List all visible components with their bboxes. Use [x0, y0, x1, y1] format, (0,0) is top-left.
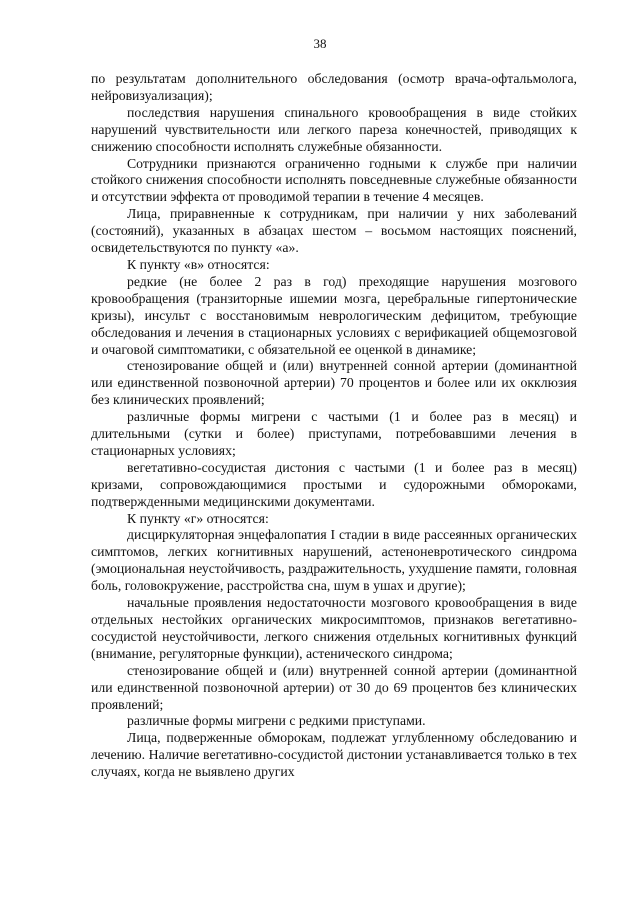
paragraph-5: К пункту «в» относятся: [127, 256, 270, 272]
page-number: 38 [313, 36, 327, 51]
paragraph-9: вегетативно-сосудистая дистония с частыми (1 и более раз в месяц) кризами, сопровождающимися простыми и судорожными обмороками, подтвержденными медицинскими документами. [91, 459, 577, 509]
paragraph-8: различные формы мигрени с частыми (1 и более раз в месяц) и длительными (сутки и более) приступами, потребовавшими лечения в стационарных условиях; [91, 409, 577, 458]
paragraph-6: редкие (не более 2 раз в год) преходящие нарушения мозгового кровообращения (транзиторные ишемии мозга, церебральные гипертонические кризы), инсульт с восстановимым неврологическим дефицитом, требующие обследования и лечения в стационарных условиях с верификацией общемозговой и очаговой симптоматики, с обязательной ее оценкой в динамике; [91, 273, 577, 357]
paragraph-4: Лица, приравненные к сотрудникам, при наличии у них заболеваний (состояний), указанных в абзацах шестом – восьмом настоящих пояснений, освидетельствуются по пункту «а». [91, 206, 577, 256]
paragraph-12: начальные проявления недостаточности мозгового кровообращения в виде отдельных нестойких органических микросимптомов, признаков вегетативно-сосудистой неустойчивости, легкого снижения отдельных когнитивных функций (внимание, регуляторные функции), астенического синдрома; [91, 595, 577, 661]
document-body [91, 71, 577, 781]
paragraph-11: дисциркуляторная энцефалопатия I стадии в виде рассеянных органических симптомов, легких когнитивных нарушений, астеноневротического синдрома (эмоциональная неустойчивость, раздражительность, ухудшение памяти, головная боль, головокружение, расстройства сна, шум в ушах и другие); [91, 527, 577, 594]
paragraph-1: по результатам дополнительного обследования (осмотр врача-офтальмолога, нейровизуализация); [91, 71, 577, 103]
paragraph-7: стенозирование общей и (или) внутренней сонной артерии (доминантной или единственной позвоночной артерии) 70 процентов и более или их окклюзия без клинических проявлений; [91, 358, 577, 408]
paragraph-15: Лица, подверженные обморокам, подлежат углубленному обследованию и лечению. Наличие вегетативно-сосудистой дистонии устанавливается только в тех случаях, когда не выявлено других [91, 730, 577, 780]
paragraph-13: стенозирование общей и (или) внутренней сонной артерии (доминантной или единственной позвоночной артерии) от 30 до 69 процентов без клинических проявлений; [91, 662, 577, 712]
paragraph-3: Сотрудники признаются ограниченно годными к службе при наличии стойкого снижения способности исполнять повседневные служебные обязанности и отсутствии эффекта от проводимой терапии в течение 4 месяцев. [91, 155, 577, 205]
paragraph-2: последствия нарушения спинального кровообращения в виде стойких нарушений чувствительности или легкого пареза конечностей, приводящих к снижению способности исполнять служебные обязанности. [91, 104, 577, 154]
paragraph-14: различные формы мигрени с редкими приступами. [127, 713, 426, 729]
paragraph-10: К пункту «г» относятся: [127, 510, 269, 526]
